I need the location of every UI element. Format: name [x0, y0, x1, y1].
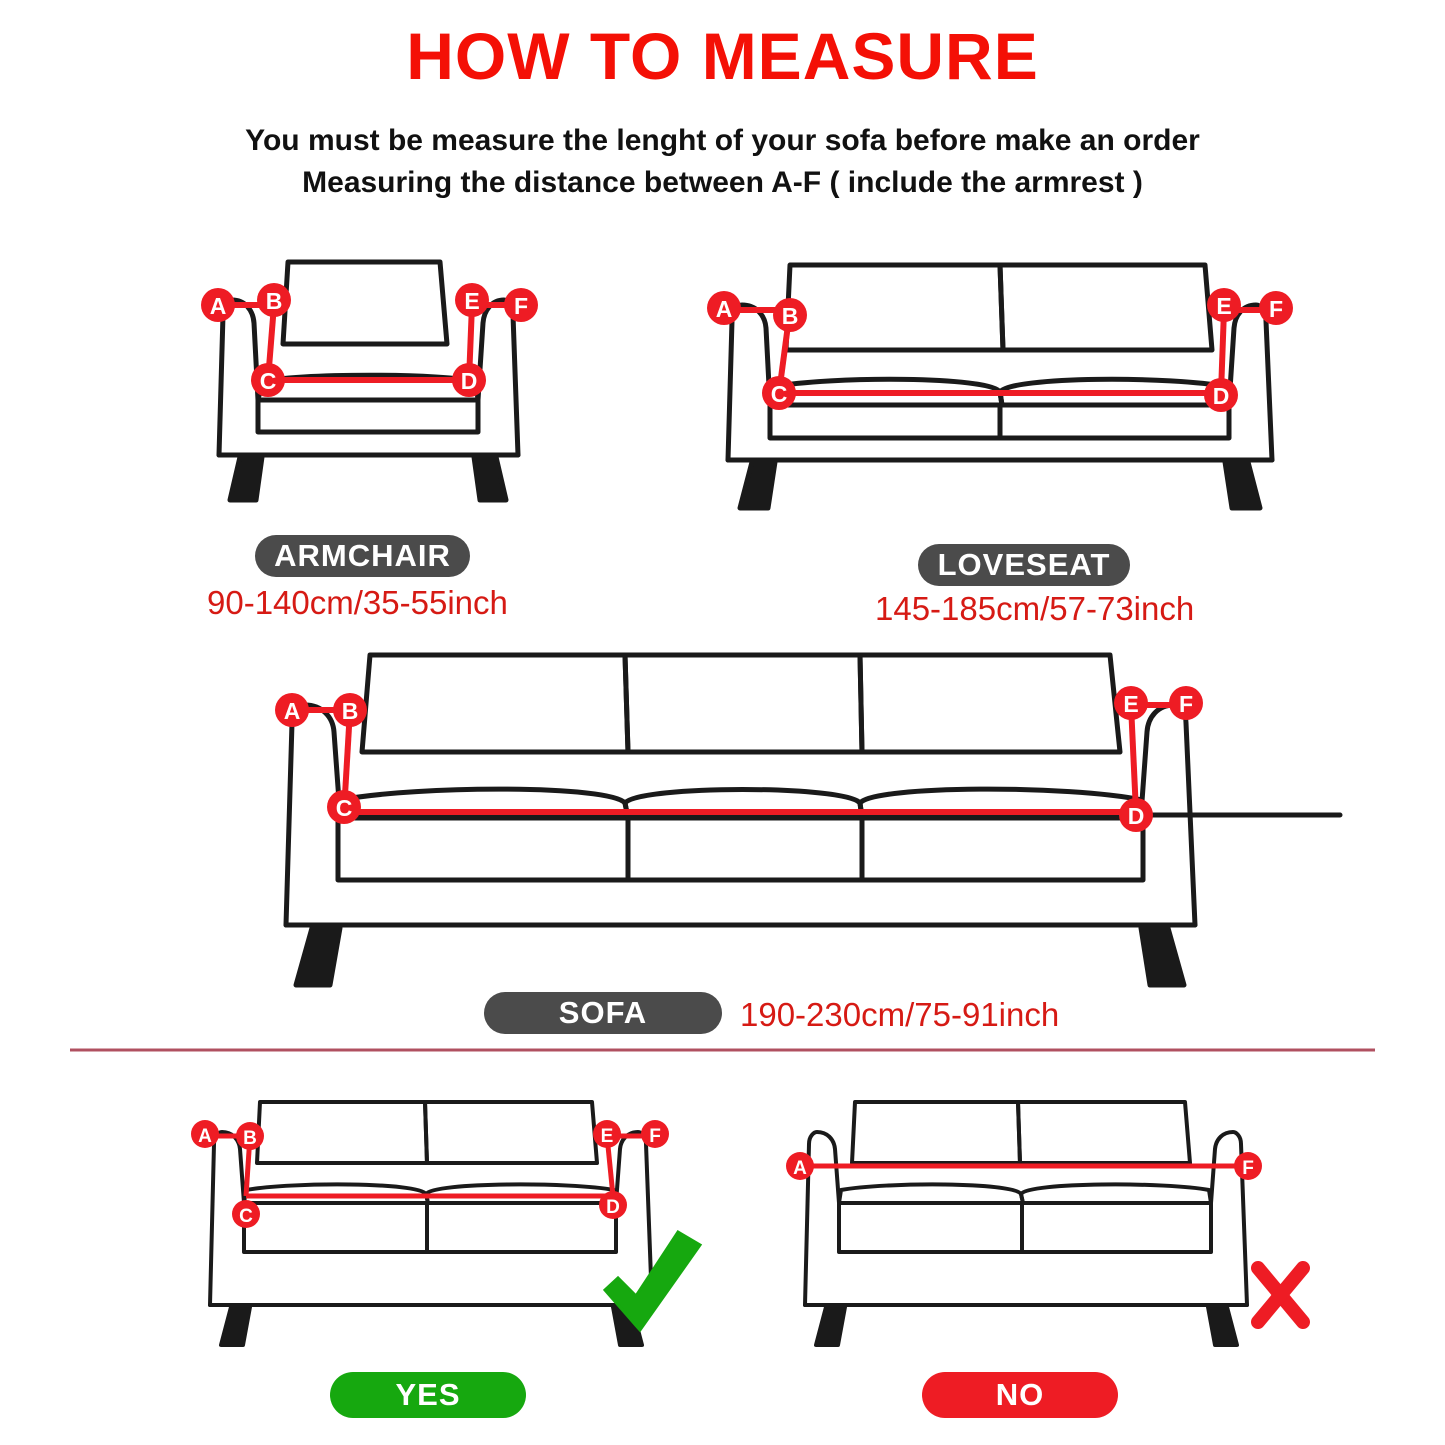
subtitle-line-2: Measuring the distance between A-F ( include the armrest ) [302, 166, 1143, 199]
svg-text:D: D [1212, 383, 1230, 409]
svg-text:E: E [1216, 293, 1232, 319]
no-label-pill [922, 1372, 1118, 1418]
svg-text:F: F [1268, 296, 1284, 322]
sofa-label: SOFA [558, 995, 648, 1030]
no-label: NO [995, 1377, 1045, 1412]
armchair-label-pill [255, 535, 470, 577]
svg-text:C: C [770, 381, 788, 407]
incorrect-example-illustration [805, 1102, 1247, 1345]
sofa-label-pill [484, 992, 722, 1034]
svg-text:B: B [781, 303, 799, 329]
svg-text:D: D [1127, 803, 1145, 829]
svg-text:B: B [265, 288, 283, 314]
svg-text:C: C [259, 368, 277, 394]
loveseat-dimension: 145-185cm/57-73inch [875, 590, 1195, 627]
svg-text:A: A [793, 1158, 807, 1179]
loveseat-label: LOVESEAT [937, 547, 1111, 582]
loveseat-label-pill [918, 544, 1130, 586]
yes-label: YES [395, 1377, 461, 1412]
svg-text:F: F [513, 293, 529, 319]
yes-label-pill [330, 1372, 526, 1418]
svg-text:B: B [243, 1128, 257, 1149]
svg-text:D: D [460, 368, 478, 394]
correct-example-illustration [210, 1102, 652, 1345]
armchair-dimension: 90-140cm/35-55inch [207, 584, 508, 621]
sofa-measure-lines [292, 705, 1186, 812]
page-title: HOW TO MEASURE [406, 19, 1039, 93]
svg-text:B: B [341, 698, 359, 724]
svg-text:A: A [283, 698, 301, 724]
sofa-dimension: 190-230cm/75-91inch [740, 996, 1060, 1033]
correct-example-point-markers [191, 1120, 669, 1228]
svg-text:C: C [335, 795, 353, 821]
svg-text:F: F [1242, 1158, 1254, 1179]
svg-text:A: A [209, 293, 227, 319]
svg-text:E: E [464, 288, 480, 314]
svg-text:A: A [198, 1126, 212, 1147]
cross-mark-icon [1258, 1268, 1303, 1322]
svg-text:F: F [1178, 691, 1194, 717]
svg-text:C: C [239, 1206, 253, 1227]
svg-text:E: E [600, 1126, 614, 1147]
armchair-label: ARMCHAIR [274, 538, 451, 573]
svg-text:A: A [715, 296, 733, 322]
svg-text:E: E [1123, 691, 1139, 717]
loveseat-illustration [728, 265, 1272, 508]
svg-text:F: F [649, 1126, 661, 1147]
subtitle-line-1: You must be measure the lenght of your sofa before make an order [245, 124, 1200, 157]
svg-text:D: D [606, 1197, 620, 1218]
